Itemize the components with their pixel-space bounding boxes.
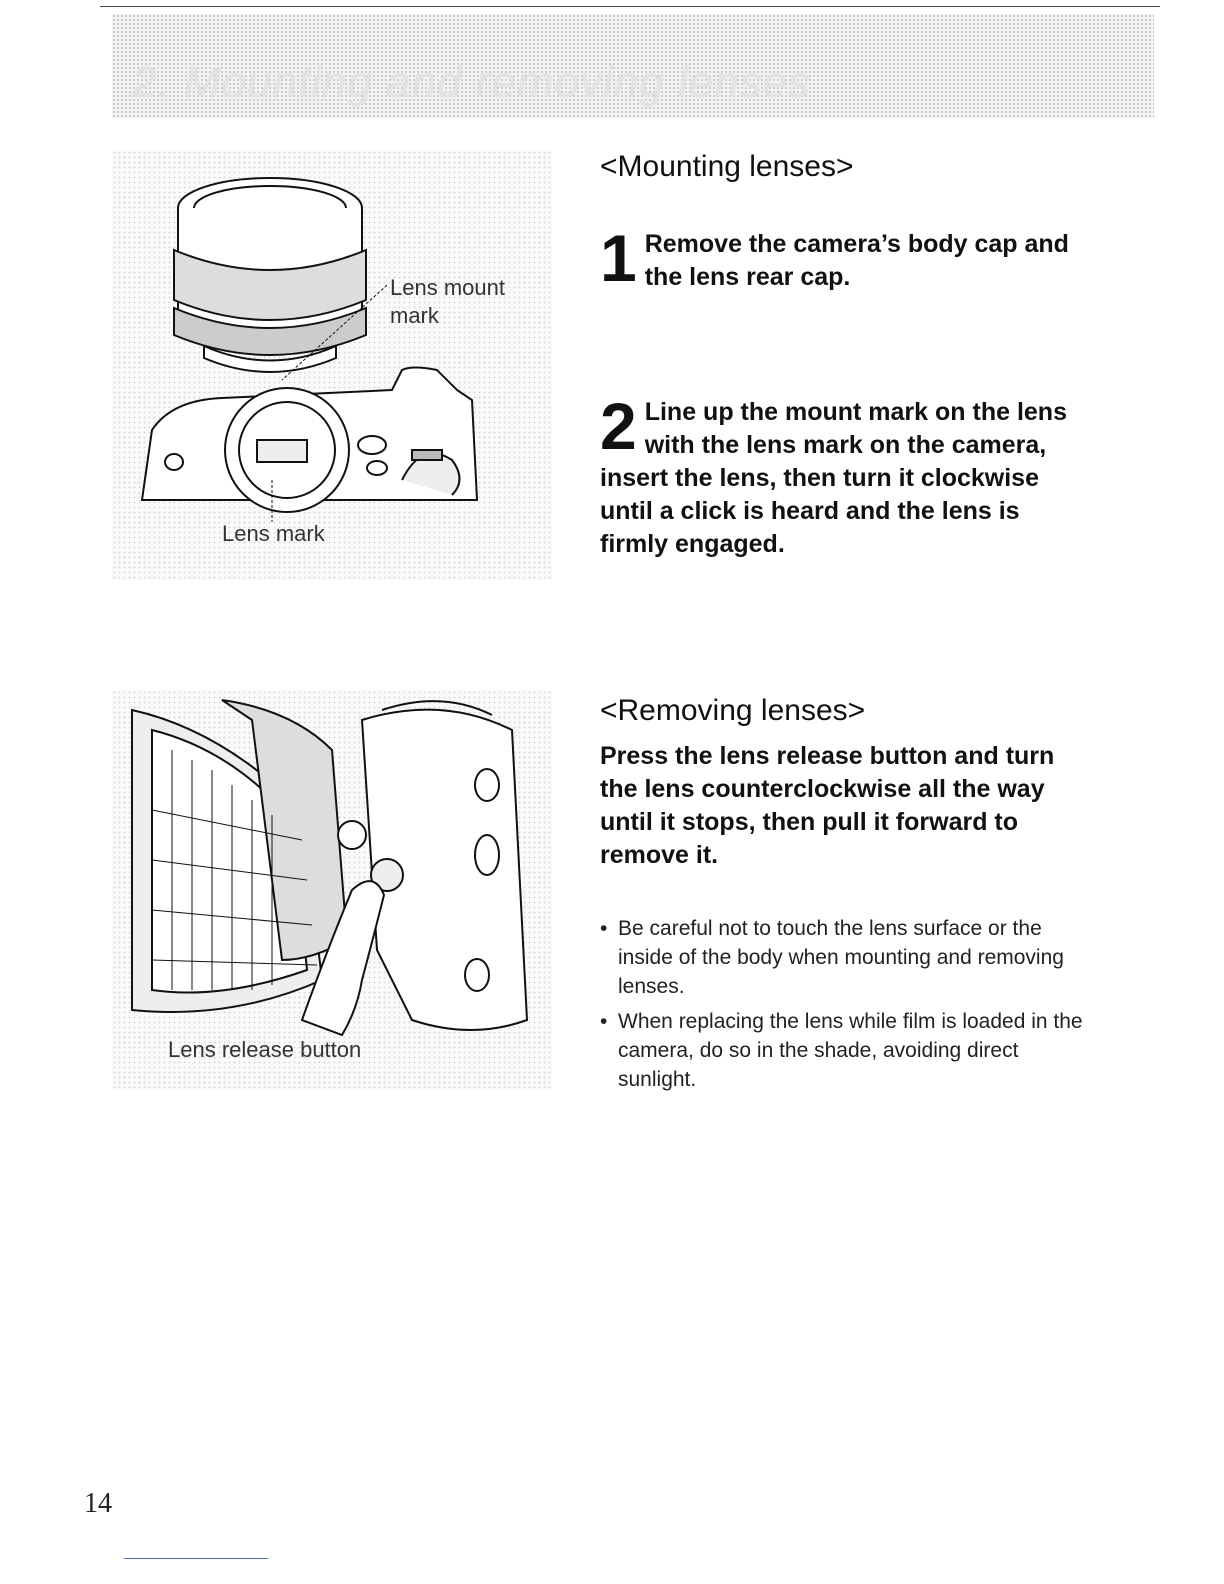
mounting-illustration <box>112 150 552 580</box>
note-item <box>598 914 1098 1001</box>
mounting-section-title: <Mounting lenses> <box>600 150 854 183</box>
step-2 <box>600 389 1080 561</box>
bullet-icon: • <box>600 1010 608 1033</box>
note-text-2: When replacing the lens while film is loaded in the camera, do so in the shade, avoiding direct sunlight. <box>618 1010 1083 1091</box>
note-item <box>598 1007 1098 1094</box>
lens-release-button-label: Lens release button <box>168 1037 362 1062</box>
note-text-1: Be careful not to touch the lens surface or the inside of the body when mounting and removing lenses. <box>618 917 1064 998</box>
lens-mount-mark-line2: mark <box>390 303 439 328</box>
step-2-text: Line up the mount mark on the lens with the lens mark on the camera, insert the lens, then turn it clockwise until a click is heard and the lens is firmly engaged. <box>600 398 1067 558</box>
step-1-text: Remove the camera’s body cap and the lens rear cap. <box>644 230 1069 291</box>
removing-illustration <box>112 690 552 1090</box>
section-header-title: 2. Mounting and removing lenses <box>132 58 812 107</box>
release-button-drawing <box>112 690 552 1090</box>
removing-section-title: <Removing lenses> <box>600 694 866 727</box>
lens-mark-label: Lens mark <box>222 521 325 546</box>
lens-mount-mark-label <box>390 274 505 330</box>
bullet-icon: • <box>600 917 608 940</box>
lens-and-body-drawing <box>112 150 552 580</box>
step-1 <box>600 221 1080 295</box>
bottom-rule <box>124 1558 268 1559</box>
section-header-band <box>112 14 1154 118</box>
removing-instruction: Press the lens release button and turn the lens counterclockwise all the way until it stops, then pull it forward to remove it. <box>600 742 1055 869</box>
top-rule <box>100 6 1160 7</box>
step-2-number: 2 <box>600 389 635 463</box>
notes-list <box>598 914 1098 1100</box>
lens-mount-mark-line1: Lens mount <box>390 275 505 300</box>
page-number: 14 <box>84 1488 112 1519</box>
step-1-number: 1 <box>600 221 635 295</box>
